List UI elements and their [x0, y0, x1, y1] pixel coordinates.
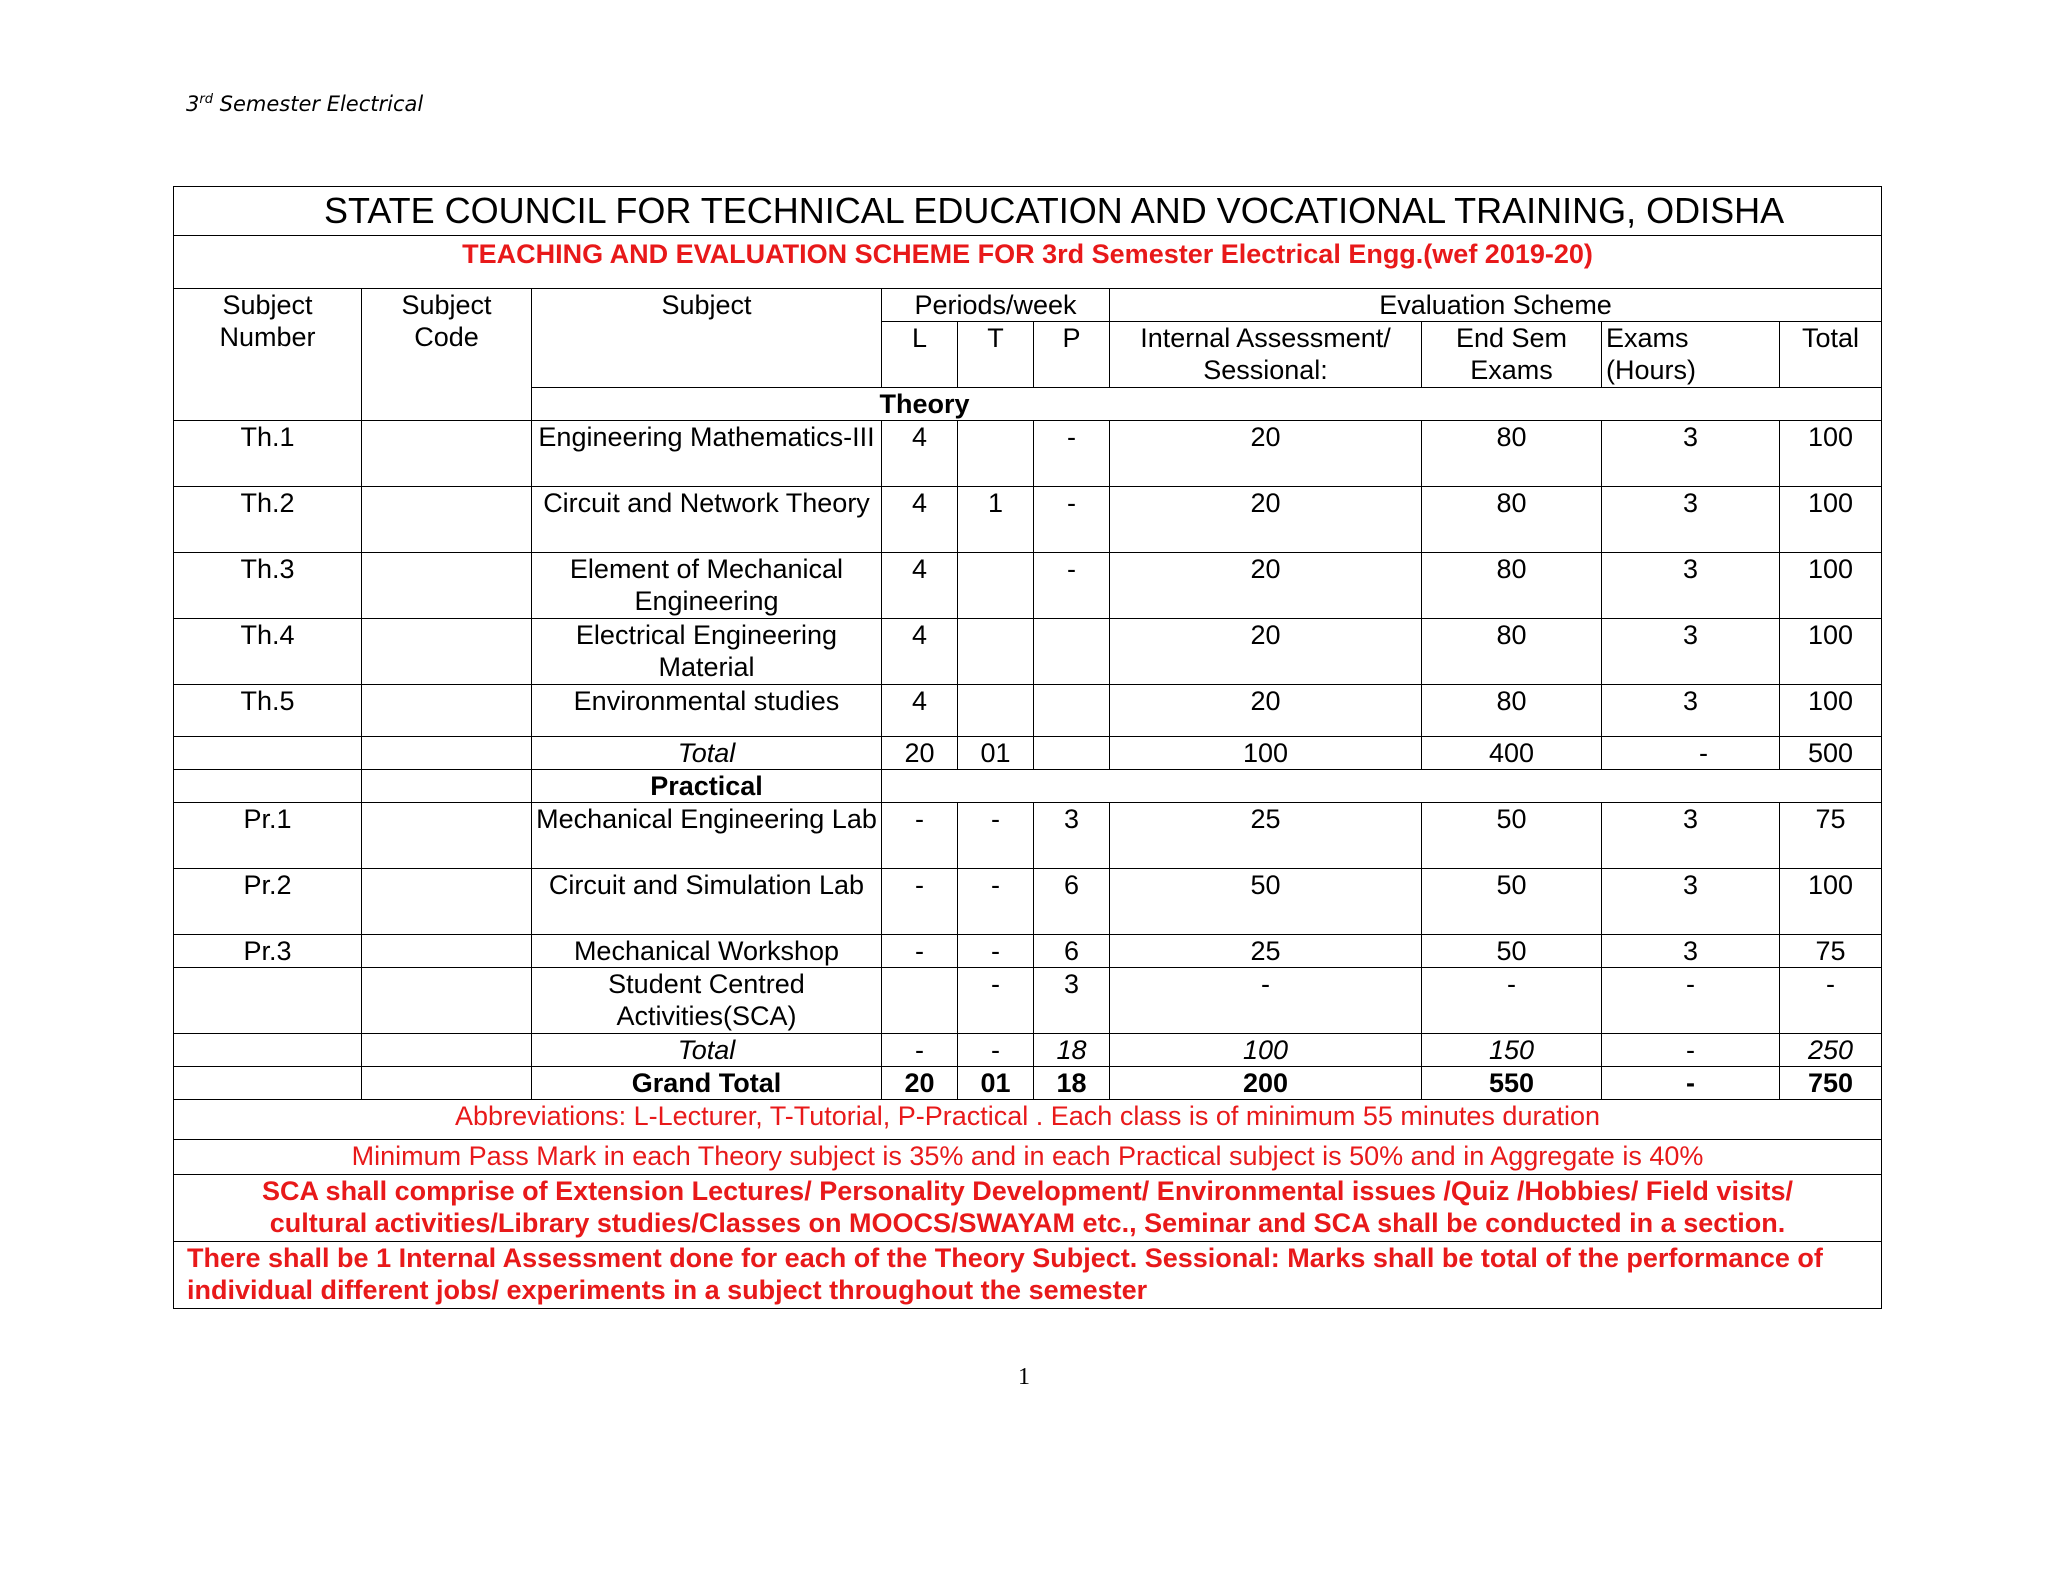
cell-P: - — [1034, 421, 1110, 487]
cell-num: Th.2 — [174, 487, 362, 553]
scheme-table — [173, 186, 1882, 1309]
cell-L: 4 — [882, 421, 958, 487]
cell-code — [362, 553, 532, 619]
cell-P: 3 — [1034, 968, 1110, 1034]
note-row — [174, 1140, 1882, 1175]
cell-total: 100 — [1780, 553, 1882, 619]
col-subject-code: Subject Code — [362, 289, 532, 421]
cell-num — [174, 737, 362, 770]
cell-code — [362, 935, 532, 968]
cell-L: - — [882, 803, 958, 869]
cell-code — [362, 1034, 532, 1067]
cell-ia: 25 — [1110, 935, 1422, 968]
cell-total: 100 — [1780, 619, 1882, 685]
cell-num: Th.5 — [174, 685, 362, 737]
cell-T — [958, 685, 1034, 737]
cell-hrs: - — [1602, 737, 1780, 770]
cell-total: 75 — [1780, 803, 1882, 869]
col-total: Total — [1780, 322, 1882, 388]
table-row — [174, 487, 1882, 553]
sca-note: SCA shall comprise of Extension Lectures/ Personality Development/ Environmental issues /Quiz /Hobbies/ Field visits/ cultural activities/Library studies/Classes on MOOCS/SWAYAM etc., Seminar and SCA shall be conducted in a section. — [174, 1175, 1882, 1242]
cell-T: - — [958, 1034, 1034, 1067]
table-row — [174, 553, 1882, 619]
cell-subject: Electrical Engineering Material — [532, 619, 882, 685]
header-sup: rd — [199, 92, 213, 107]
cell-T: 1 — [958, 487, 1034, 553]
cell-code — [362, 770, 532, 803]
cell-L: - — [882, 869, 958, 935]
table-row — [174, 685, 1882, 737]
cell-ia: 100 — [1110, 1034, 1422, 1067]
table-row — [174, 935, 1882, 968]
cell-ia: 50 — [1110, 869, 1422, 935]
cell-total: 750 — [1780, 1067, 1882, 1100]
cell-ia: 20 — [1110, 553, 1422, 619]
abbreviations-note: Abbreviations: L-Lecturer, T-Tutorial, P-Practical . Each class is of minimum 55 minutes duration — [174, 1100, 1882, 1140]
cell-code — [362, 421, 532, 487]
theory-label — [532, 388, 1882, 421]
note-row — [174, 1175, 1882, 1242]
cell-subject: Engineering Mathematics-III — [532, 421, 882, 487]
header-sup-num: 3 — [186, 92, 200, 116]
cell-L: 4 — [882, 619, 958, 685]
cell-subject: Element of Mechanical Engineering — [532, 553, 882, 619]
cell-ia: 20 — [1110, 619, 1422, 685]
theory-label-text: Theory — [879, 389, 970, 419]
cell-num: Th.3 — [174, 553, 362, 619]
cell-hrs: - — [1602, 1067, 1780, 1100]
cell-T: 01 — [958, 737, 1034, 770]
cell-hrs: - — [1602, 968, 1780, 1034]
cell-ia: 20 — [1110, 487, 1422, 553]
table-row — [174, 869, 1882, 935]
cell-hrs: 3 — [1602, 487, 1780, 553]
cell-hrs: 3 — [1602, 421, 1780, 487]
cell-total: - — [1780, 968, 1882, 1034]
cell-P — [1034, 737, 1110, 770]
cell-L: 20 — [882, 1067, 958, 1100]
cell-total-label: Total — [532, 1034, 882, 1067]
cell-subject: Student Centred Activities(SCA) — [532, 968, 882, 1034]
cell-ia: 20 — [1110, 685, 1422, 737]
note-row — [174, 1242, 1882, 1309]
col-P: P — [1034, 322, 1110, 388]
scheme-subtitle: TEACHING AND EVALUATION SCHEME FOR 3rd Semester Electrical Engg.(wef 2019-20) — [174, 236, 1882, 289]
cell-hrs: - — [1602, 1034, 1780, 1067]
pass-mark-note: Minimum Pass Mark in each Theory subject is 35% and in each Practical subject is 50% and in Aggregate is 40% — [174, 1140, 1882, 1175]
running-header — [186, 92, 423, 116]
cell-L: 4 — [882, 487, 958, 553]
cell-num — [174, 968, 362, 1034]
cell-total: 250 — [1780, 1034, 1882, 1067]
cell-num — [174, 770, 362, 803]
cell-num — [174, 1067, 362, 1100]
table-row — [174, 421, 1882, 487]
cell-es: 50 — [1422, 803, 1602, 869]
cell-hrs: 3 — [1602, 619, 1780, 685]
cell-grand-total-label: Grand Total — [532, 1067, 882, 1100]
cell-T: - — [958, 968, 1034, 1034]
col-T: T — [958, 322, 1034, 388]
note-row — [174, 1100, 1882, 1140]
cell-L: 4 — [882, 553, 958, 619]
cell-P: 18 — [1034, 1067, 1110, 1100]
col-exams-hours: Exams (Hours) — [1602, 322, 1780, 388]
table-row — [174, 968, 1882, 1034]
cell-code — [362, 869, 532, 935]
cell-hrs: 3 — [1602, 685, 1780, 737]
practical-label: Practical — [532, 770, 882, 803]
cell-ia: 25 — [1110, 803, 1422, 869]
cell-total: 75 — [1780, 935, 1882, 968]
cell-T: 01 — [958, 1067, 1034, 1100]
cell-P: 3 — [1034, 803, 1110, 869]
cell-code — [362, 1067, 532, 1100]
col-internal: Internal Assessment/ Sessional: — [1110, 322, 1422, 388]
cell-total-label: Total — [532, 737, 882, 770]
cell-num: Pr.1 — [174, 803, 362, 869]
grand-total-row — [174, 1067, 1882, 1100]
practical-label-row — [174, 770, 1882, 803]
cell-total: 100 — [1780, 421, 1882, 487]
cell-num: Th.1 — [174, 421, 362, 487]
cell-L: - — [882, 1034, 958, 1067]
cell-num: Th.4 — [174, 619, 362, 685]
cell-num — [174, 1034, 362, 1067]
cell-P — [1034, 685, 1110, 737]
cell-subject: Circuit and Network Theory — [532, 487, 882, 553]
page-number: 1 — [1018, 1364, 1030, 1390]
cell-P: 18 — [1034, 1034, 1110, 1067]
cell-code — [362, 968, 532, 1034]
cell-num: Pr.3 — [174, 935, 362, 968]
cell-es: 50 — [1422, 869, 1602, 935]
cell-total: 100 — [1780, 869, 1882, 935]
cell-code — [362, 685, 532, 737]
cell-P: - — [1034, 553, 1110, 619]
cell-code — [362, 737, 532, 770]
cell-hrs: 3 — [1602, 803, 1780, 869]
cell-ia: 20 — [1110, 421, 1422, 487]
cell-es: 150 — [1422, 1034, 1602, 1067]
cell-L — [882, 968, 958, 1034]
cell-P: 6 — [1034, 869, 1110, 935]
cell-code — [362, 619, 532, 685]
cell-num: Pr.2 — [174, 869, 362, 935]
cell-es: 400 — [1422, 737, 1602, 770]
cell-T: - — [958, 869, 1034, 935]
cell-es: 80 — [1422, 421, 1602, 487]
cell-es: 80 — [1422, 619, 1602, 685]
cell-es: 80 — [1422, 553, 1602, 619]
cell-total: 500 — [1780, 737, 1882, 770]
header-text: Semester Electrical — [219, 92, 424, 116]
cell-es: 50 — [1422, 935, 1602, 968]
cell-subject: Mechanical Engineering Lab — [532, 803, 882, 869]
cell-subject: Circuit and Simulation Lab — [532, 869, 882, 935]
cell-P: - — [1034, 487, 1110, 553]
cell-es: 80 — [1422, 685, 1602, 737]
col-L: L — [882, 322, 958, 388]
cell-P: 6 — [1034, 935, 1110, 968]
cell-es: - — [1422, 968, 1602, 1034]
theory-total-row — [174, 737, 1882, 770]
cell-es: 80 — [1422, 487, 1602, 553]
cell-hrs: 3 — [1602, 869, 1780, 935]
cell-P — [1034, 619, 1110, 685]
council-title: STATE COUNCIL FOR TECHNICAL EDUCATION AND VOCATIONAL TRAINING, ODISHA — [174, 187, 1882, 236]
col-evaluation-scheme: Evaluation Scheme — [1110, 289, 1882, 322]
table-row — [174, 619, 1882, 685]
cell-total: 100 — [1780, 685, 1882, 737]
col-subject: Subject — [532, 289, 882, 388]
col-end-sem: End Sem Exams — [1422, 322, 1602, 388]
cell-hrs: 3 — [1602, 553, 1780, 619]
cell-code — [362, 487, 532, 553]
cell-L: - — [882, 935, 958, 968]
cell-T — [958, 553, 1034, 619]
cell-ia: 200 — [1110, 1067, 1422, 1100]
col-periods-week: Periods/week — [882, 289, 1110, 322]
cell-es: 550 — [1422, 1067, 1602, 1100]
table-row — [174, 803, 1882, 869]
cell-T: - — [958, 803, 1034, 869]
cell-T: - — [958, 935, 1034, 968]
internal-note: There shall be 1 Internal Assessment done for each of the Theory Subject. Sessional: Marks shall be total of the performance of individual different jobs/ experiments in a subject throughout the semester — [174, 1242, 1882, 1309]
cell-L: 20 — [882, 737, 958, 770]
col-subject-number: Subject Number — [174, 289, 362, 421]
cell-T — [958, 619, 1034, 685]
cell-hrs: 3 — [1602, 935, 1780, 968]
cell-subject: Environmental studies — [532, 685, 882, 737]
cell-ia: 100 — [1110, 737, 1422, 770]
practical-total-row — [174, 1034, 1882, 1067]
cell-code — [362, 803, 532, 869]
cell-subject: Mechanical Workshop — [532, 935, 882, 968]
cell-T — [958, 421, 1034, 487]
cell-L: 4 — [882, 685, 958, 737]
cell-total: 100 — [1780, 487, 1882, 553]
cell-empty — [882, 770, 1882, 803]
cell-ia: - — [1110, 968, 1422, 1034]
